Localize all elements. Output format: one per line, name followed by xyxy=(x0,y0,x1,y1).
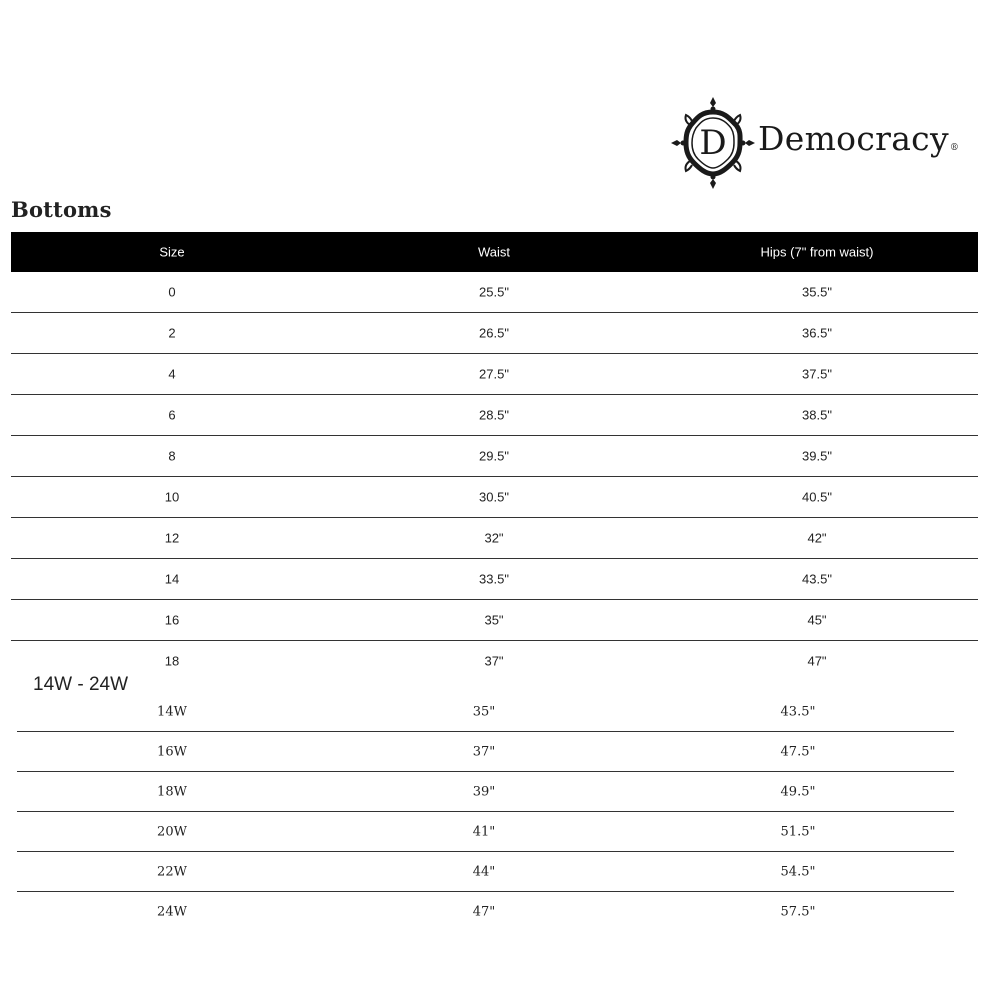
table-row xyxy=(11,395,978,436)
section-title: Bottoms xyxy=(11,197,112,222)
hips-cell: 40.5" xyxy=(802,489,832,505)
header-size: Size xyxy=(159,244,185,260)
size-cell: 2 xyxy=(168,325,176,341)
hips-cell: 47.5" xyxy=(780,744,816,759)
size-cell: 10 xyxy=(164,489,180,505)
brand-wordmark xyxy=(758,119,959,158)
size-cell: 22W xyxy=(157,864,187,879)
table-header-row xyxy=(11,232,978,272)
table-row xyxy=(11,600,978,641)
size-cell: 16W xyxy=(157,744,187,759)
size-table-body xyxy=(11,272,978,681)
size-cell: 14 xyxy=(164,571,180,587)
waist-cell: 39" xyxy=(472,784,496,799)
table-row xyxy=(11,477,978,518)
plus-size-title: 14W - 24W xyxy=(33,674,129,695)
brand-logo xyxy=(670,95,970,191)
hips-cell: 35.5" xyxy=(802,284,832,300)
waist-cell: 33.5" xyxy=(479,571,509,587)
waist-cell: 44" xyxy=(472,864,496,879)
waist-cell: 32" xyxy=(484,530,504,546)
table-row xyxy=(11,641,978,681)
waist-cell: 28.5" xyxy=(479,407,509,423)
plus-size-table xyxy=(17,692,954,931)
democracy-emblem-icon xyxy=(670,95,756,191)
size-cell: 12 xyxy=(164,530,180,546)
table-row xyxy=(17,892,954,931)
size-cell: 18 xyxy=(164,653,180,669)
table-row xyxy=(17,732,954,772)
header-hips: Hips (7" from waist) xyxy=(760,244,874,260)
waist-cell: 29.5" xyxy=(479,448,509,464)
hips-cell: 51.5" xyxy=(780,824,816,839)
table-row xyxy=(11,313,978,354)
plus-size-table-body xyxy=(17,692,954,931)
hips-cell: 47" xyxy=(807,653,827,669)
table-row xyxy=(11,272,978,313)
hips-cell: 37.5" xyxy=(802,366,832,382)
size-cell: 4 xyxy=(168,366,176,382)
size-cell: 8 xyxy=(168,448,176,464)
waist-cell: 27.5" xyxy=(479,366,509,382)
hips-cell: 45" xyxy=(807,612,827,628)
hips-cell: 38.5" xyxy=(802,407,832,423)
table-row xyxy=(11,518,978,559)
hips-cell: 49.5" xyxy=(780,784,816,799)
hips-cell: 36.5" xyxy=(802,325,832,341)
size-cell: 6 xyxy=(168,407,176,423)
table-row xyxy=(11,559,978,600)
waist-cell: 37" xyxy=(472,744,496,759)
table-row xyxy=(17,812,954,852)
waist-cell: 26.5" xyxy=(479,325,509,341)
hips-cell: 43.5" xyxy=(780,704,816,719)
waist-cell: 41" xyxy=(472,824,496,839)
hips-cell: 43.5" xyxy=(802,571,832,587)
emblem-letter: D xyxy=(699,123,727,163)
hips-cell: 42" xyxy=(807,530,827,546)
registered-mark: ® xyxy=(949,143,960,153)
header-waist: Waist xyxy=(477,244,511,260)
table-row xyxy=(11,354,978,395)
waist-cell: 47" xyxy=(472,904,496,919)
size-cell: 14W xyxy=(157,704,187,719)
hips-cell: 57.5" xyxy=(780,904,816,919)
size-table xyxy=(11,232,978,681)
hips-cell: 39.5" xyxy=(802,448,832,464)
waist-cell: 30.5" xyxy=(479,489,509,505)
size-cell: 18W xyxy=(157,784,187,799)
waist-cell: 25.5" xyxy=(479,284,509,300)
size-cell: 20W xyxy=(157,824,187,839)
table-row xyxy=(17,692,954,732)
table-row xyxy=(11,436,978,477)
table-row xyxy=(17,772,954,812)
size-cell: 24W xyxy=(157,904,187,919)
waist-cell: 37" xyxy=(484,653,504,669)
waist-cell: 35" xyxy=(472,704,496,719)
table-row xyxy=(17,852,954,892)
brand-name: Democracy xyxy=(758,119,949,158)
waist-cell: 35" xyxy=(484,612,504,628)
hips-cell: 54.5" xyxy=(780,864,816,879)
size-cell: 16 xyxy=(164,612,180,628)
size-cell: 0 xyxy=(168,284,176,300)
